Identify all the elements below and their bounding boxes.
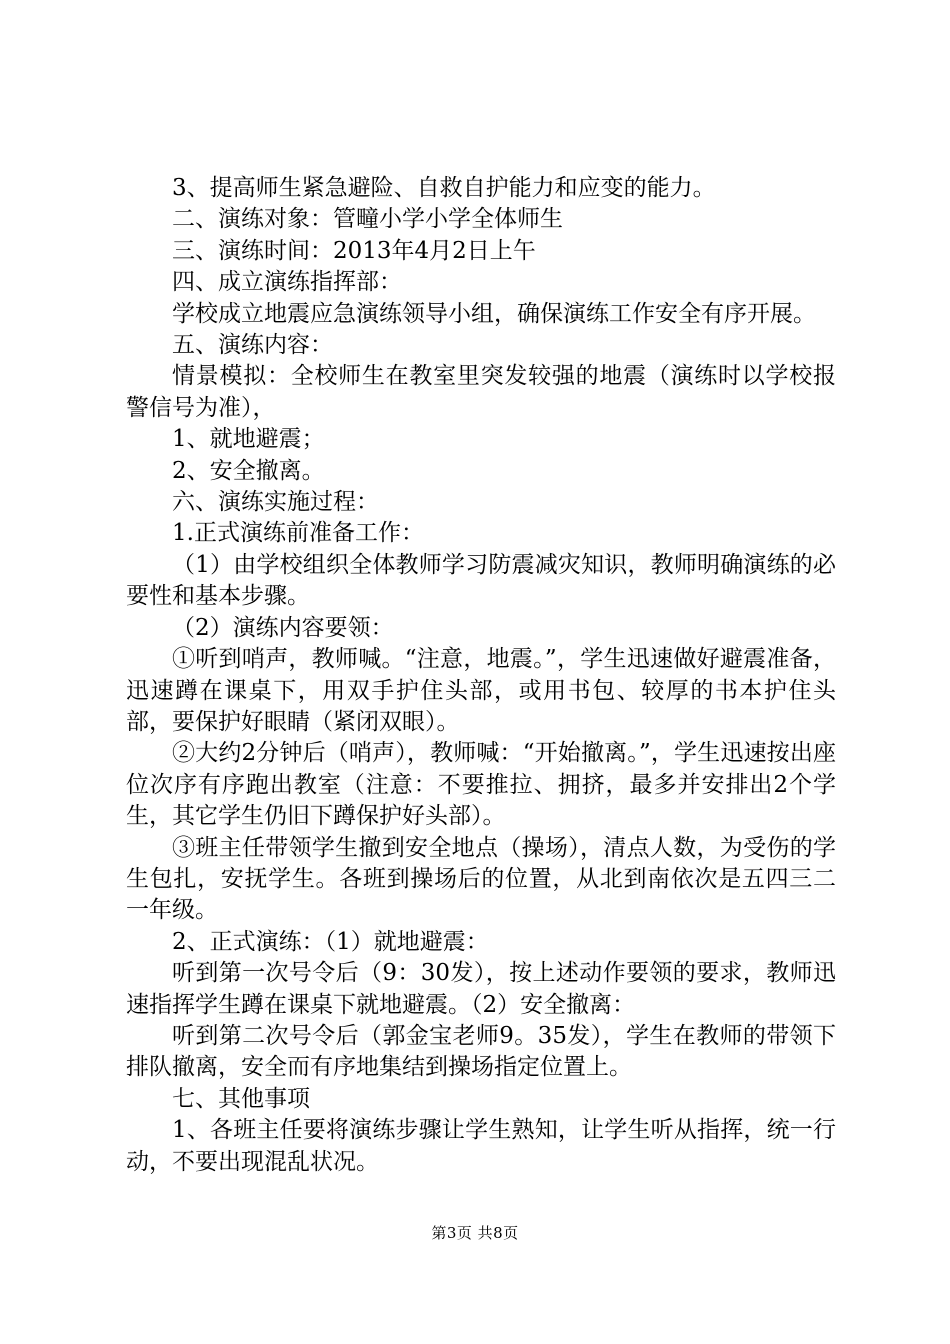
- paragraph: （1）由学校组织全体教师学习防震减灾知识，教师明确演练的必要性和基本步骤。: [126, 551, 836, 610]
- paragraph: 二、演练对象：管疃小学小学全体师生: [172, 206, 563, 233]
- paragraph: 情景模拟：全校师生在教室里突发较强的地震（演练时以学校报警信号为准），: [126, 363, 836, 421]
- paragraph: 听到第一次号令后（9：30发），按上述动作要领的要求，教师迅速指挥学生蹲在课桌下就地避震。（2）安全撤离：: [126, 960, 836, 1018]
- paragraph: 2、正式演练：（1）就地避震：: [172, 928, 489, 955]
- paragraph: 三、演练时间：2013年4月2日上午: [172, 237, 536, 264]
- paragraph: 3、提高师生紧急避险、自救自护能力和应变的能力。: [172, 175, 716, 201]
- paragraph: 五、演练内容：: [172, 332, 333, 359]
- paragraph: 四、成立演练指挥部：: [172, 269, 402, 296]
- paragraph: 六、演练实施过程：: [172, 489, 379, 516]
- document-body: [126, 173, 836, 1178]
- page-footer: [0, 1222, 950, 1243]
- paragraph: 1、各班主任要将演练步骤让学生熟知，让学生听从指挥，统一行动，不要出现混乱状况。: [126, 1117, 836, 1175]
- paragraph: ①听到哨声，教师喊。“注意，地震。”，学生迅速做好避震准备，迅速蹲在课桌下，用双手护住头部，或用书包、较厚的书本护住头部，要保护好眼睛（紧闭双眼）。: [126, 646, 836, 735]
- paragraph: （2）演练内容要领：: [172, 614, 394, 641]
- paragraph: ②大约2分钟后（哨声），教师喊：“开始撤离。”，学生迅速按出座位次序有序跑出教室（注意：不要推拉、拥挤，最多并安排出2个学生，其它学生仍旧下蹲保护好头部）。: [126, 740, 836, 830]
- paragraph: 1、就地避震；: [172, 426, 325, 453]
- paragraph: 听到第二次号令后（郭金宝老师9。35发），学生在教师的带领下排队撤离，安全而有序地集结到操场指定位置上。: [126, 1022, 836, 1081]
- page-number: 第3页 共8页: [431, 1224, 519, 1242]
- paragraph: 学校成立地震应急演练领导小组，确保演练工作安全有序开展。: [172, 300, 816, 327]
- paragraph: 1.正式演练前准备工作：: [172, 520, 424, 547]
- paragraph: 2、安全撤离。: [172, 457, 325, 484]
- paragraph: ③班主任带领学生撤到安全地点（操场），清点人数，为受伤的学生包扎，安抚学生。各班到操场后的位置，从北到南依次是五四三二一年级。: [126, 834, 836, 924]
- paragraph: 七、其他事项: [172, 1085, 310, 1112]
